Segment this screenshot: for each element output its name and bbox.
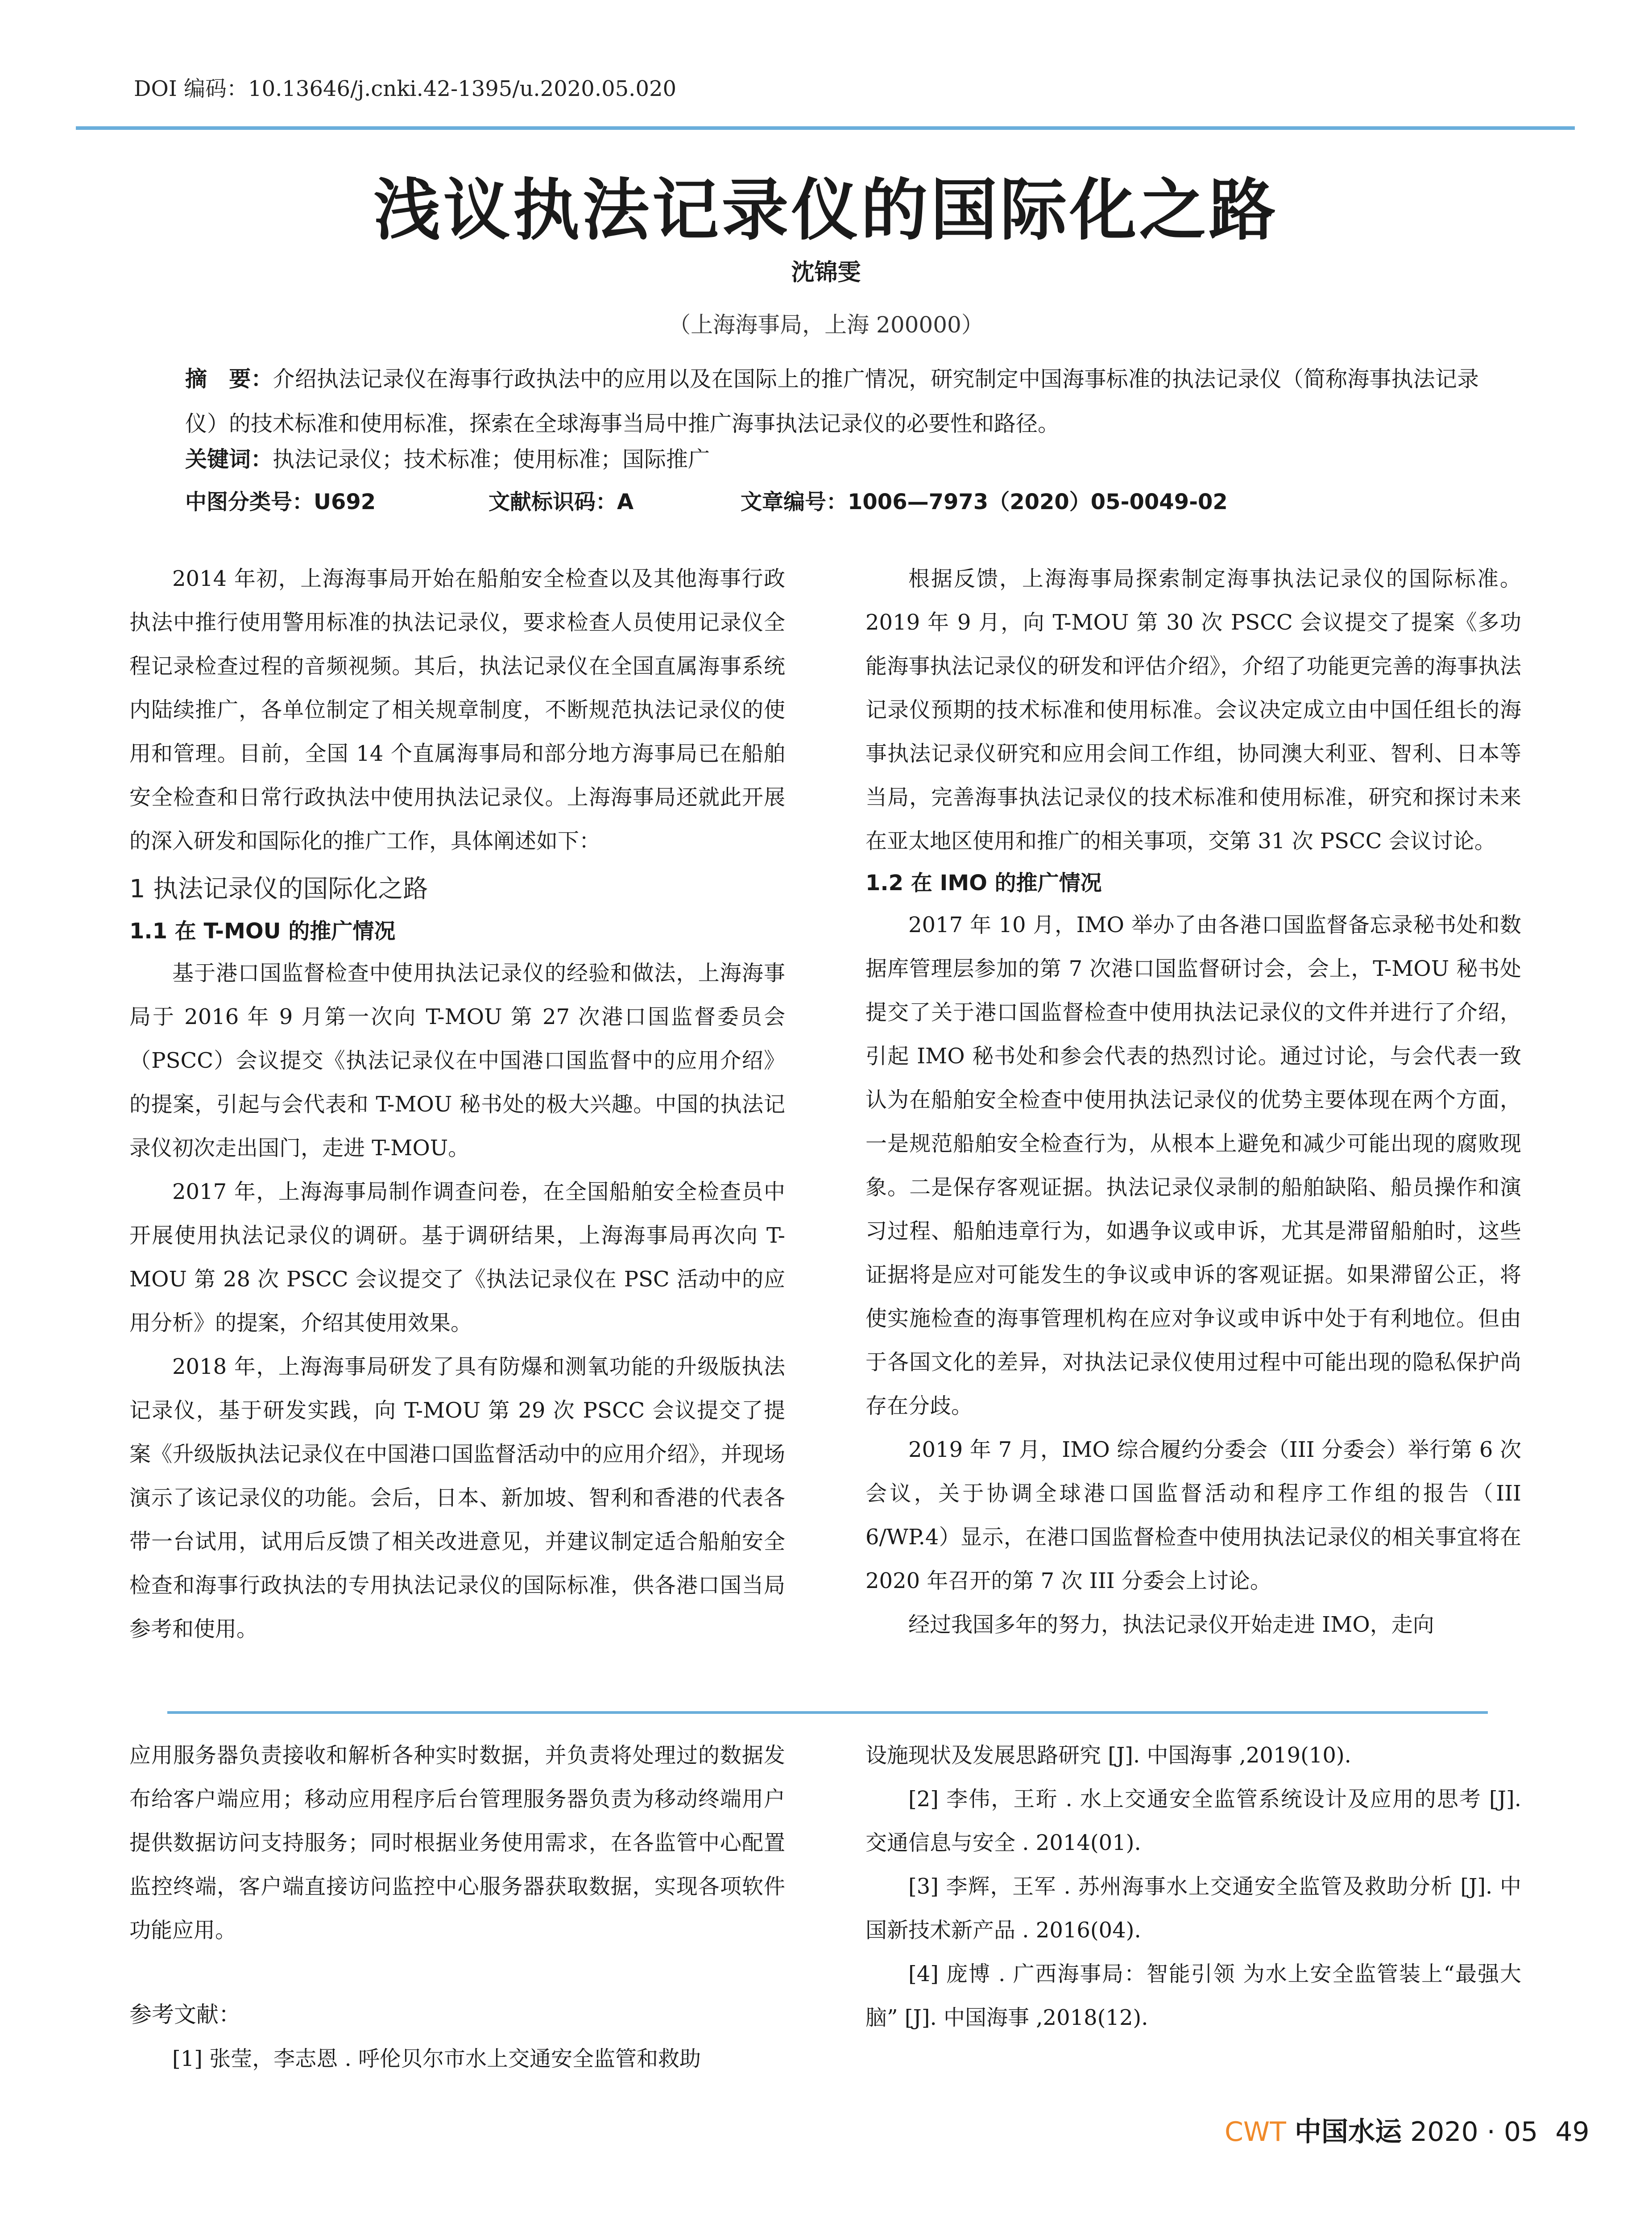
reference-item: [3] 李辉，王军 . 苏州海事水上交通安全监管及救助分析 [J]. 中国新技术新产品 . 2016(04).: [865, 1874, 1521, 1943]
keywords-text: 执法记录仪；技术标准；使用标准；国际推广: [273, 447, 710, 472]
abstract-label: 摘 要：: [185, 366, 273, 392]
author-affiliation: （上海海事局，上海 200000）: [668, 312, 984, 338]
carryover-paragraph: 应用服务器负责接收和解析各种实时数据，并负责将处理过的数据发布给客户端应用；移动应用程序后台管理服务器负责为移动终端用户提供数据访问支持服务；同时根据业务使用需求，在各监管中心配置监控终端，客户端直接访问监控中心服务器获取数据，实现各项软件功能应用。: [129, 1743, 785, 1943]
paragraph: 2017 年 10 月，IMO 举办了由各港口国监督备忘录秘书处和数据库管理层参加的第 7 次港口国监督研讨会，会上，T-MOU 秘书处提交了关于港口国监督检查中使用执法记录仪的文件并进行了介绍，引起 IMO 秘书处和参会代表的热烈讨论。通过讨论，与会代表一致认为在船舶安全检查中使用执法记录仪的优势主要体现在两个方面，一是规范船舶安全检查行为，从根本上避免和减少可能出现的腐败现象。二是保存客观证据。执法记录仪录制的船舶缺陷、船员操作和演习过程、船舶违章行为，如遇争议或申诉，尤其是滞留船舶时，这些证据将是应对可能发生的争议或申诉的客观证据。如果滞留公正，将使实施检查的海事管理机构在应对争议或申诉中处于有利地位。但由于各国文化的差异，对执法记录仪使用过程中可能出现的隐私保护尚存在分歧。: [865, 912, 1521, 1418]
right-column: [865, 557, 1521, 1646]
doi-code: DOI 编码：10.13646/j.cnki.42-1395/u.2020.05.020: [134, 76, 677, 101]
section-1-heading: 1 执法记录仪的国际化之路: [129, 875, 428, 904]
bottom-right-column: [865, 1733, 1521, 2040]
author-name: 沈锦雯: [791, 259, 861, 286]
bottom-left-column: [129, 1733, 785, 2081]
section-divider: [167, 1711, 1488, 1714]
issue-number: 2020 · 05: [1410, 2116, 1538, 2148]
reference-item: [1] 张莹，李志恩 . 呼伦贝尔市水上交通安全监管和救助: [172, 2046, 701, 2071]
paragraph: 2018 年，上海海事局研发了具有防爆和测氧功能的升级版执法记录仪，基于研发实践，向 T-MOU 第 29 次 PSCC 会议提交了提案《升级版执法记录仪在中国港口国监督活动中的应用介绍》，并现场演示了该记录仪的功能。会后，日本、新加坡、智利和香港的代表各带一台试用，试用后反馈了相关改进意见，并建议制定适合船舶安全检查和海事行政执法的专用执法记录仪的国际标准，供各港口国当局参考和使用。: [129, 1354, 785, 1642]
abstract-text: 介绍执法记录仪在海事行政执法中的应用以及在国际上的推广情况，研究制定中国海事标准的执法记录仪（简称海事执法记录仪）的技术标准和使用标准，探索在全球海事当局中推广海事执法记录仪的必要性和路径。: [185, 366, 1479, 436]
intro-paragraph: 2014 年初，上海海事局开始在船舶安全检查以及其他海事行政执法中推行使用警用标准的执法记录仪，要求检查人员使用记录仪全程记录检查过程的音频视频。其后，执法记录仪在全国直属海事系统内陆续推广，各单位制定了相关规章制度，不断规范执法记录仪的使用和管理。目前，全国 14 个直属海事局和部分地方海事局已在船舶安全检查和日常行政执法中使用执法记录仪。上海海事局还就此开展的深入研发和国际化的推广工作，具体阐述如下：: [129, 566, 785, 854]
header-rule: [76, 126, 1575, 130]
article-title: 浅议执法记录仪的国际化之路: [373, 171, 1279, 249]
abstract: [185, 357, 1479, 446]
journal-name: 中国水运: [1294, 2116, 1402, 2148]
keywords-label: 关键词：: [185, 447, 273, 472]
paragraph: 经过我国多年的努力，执法记录仪开始走进 IMO，走向: [908, 1612, 1434, 1637]
references-heading: 参考文献：: [129, 2002, 241, 2028]
page-footer: [1225, 2111, 1590, 2149]
paragraph: 2017 年，上海海事局制作调查问卷，在全国船舶安全检查员中开展使用执法记录仪的调研。基于调研结果，上海海事局再次向 T-MOU 第 28 次 PSCC 会议提交了《执法记录仪在 PSC 活动中的应用分析》的提案，介绍其使用效果。: [129, 1179, 785, 1335]
journal-brand-logo: CWT: [1225, 2116, 1286, 2148]
page-number: 49: [1555, 2116, 1590, 2148]
paragraph: 2019 年 7 月，IMO 综合履约分委会（III 分委会）举行第 6 次会议，关于协调全球港口国监督活动和程序工作组的报告（III 6/WP.4）显示，在港口国监督检查中使用执法记录仪的相关事宜将在 2020 年召开的第 7 次 III 分委会上讨论。: [865, 1437, 1521, 1593]
section-1-1-heading: 1.1 在 T-MOU 的推广情况: [129, 919, 396, 944]
classification-number: 中图分类号：U692: [185, 489, 376, 514]
document-code: 文献标识码：A: [489, 489, 634, 514]
article-number: 文章编号：1006—7973（2020）05-0049-02: [741, 489, 1228, 514]
keywords: [185, 444, 1479, 475]
left-column: [129, 557, 785, 1651]
paragraph: 基于港口国监督检查中使用执法记录仪的经验和做法，上海海事局于 2016 年 9 月第一次向 T-MOU 第 27 次港口国监督委员会（PSCC）会议提交《执法记录仪在中国港口国监督中的应用介绍》的提案，引起与会代表和 T-MOU 秘书处的极大兴趣。中国的执法记录仪初次走出国门，走进 T-MOU。: [129, 961, 785, 1161]
reference-item: [4] 庞博 . 广西海事局：智能引领 为水上安全监管装上“最强大脑” [J]. 中国海事 ,2018(12).: [865, 1961, 1521, 2030]
reference-continuation: 设施现状及发展思路研究 [J]. 中国海事 ,2019(10).: [865, 1743, 1351, 1768]
section-1-2-heading: 1.2 在 IMO 的推广情况: [865, 871, 1102, 896]
reference-item: [2] 李伟，王珩 . 水上交通安全监管系统设计及应用的思考 [J]. 交通信息与安全 . 2014(01).: [865, 1787, 1521, 1855]
paragraph: 根据反馈，上海海事局探索制定海事执法记录仪的国际标准。2019 年 9 月，向 T-MOU 第 30 次 PSCC 会议提交了提案《多功能海事执法记录仪的研发和评估介绍》，介绍了功能更完善的海事执法记录仪预期的技术标准和使用标准。会议决定成立由中国任组长的海事执法记录仪研究和应用会间工作组，协同澳大利亚、智利、日本等当局，完善海事执法记录仪的技术标准和使用标准，研究和探讨未来在亚太地区使用和推广的相关事项，交第 31 次 PSCC 会议讨论。: [865, 566, 1521, 854]
